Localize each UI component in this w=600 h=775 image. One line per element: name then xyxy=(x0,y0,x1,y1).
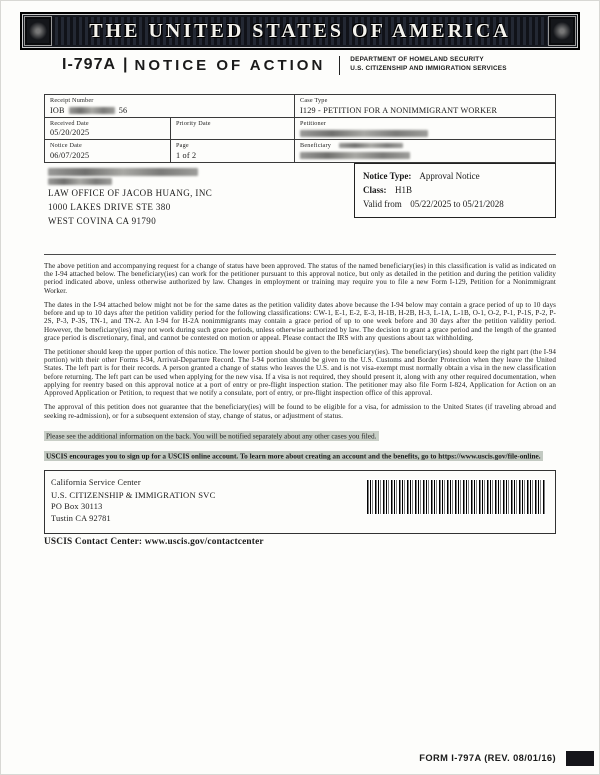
case-info-table xyxy=(44,94,556,163)
dept-line2: U.S. CITIZENSHIP AND IMMIGRATION SERVICES xyxy=(350,65,507,72)
page-cell xyxy=(171,140,295,162)
beneficiary-label xyxy=(300,142,550,149)
body-paragraph-4: The approval of this petition does not guarantee that the beneficiary(ies) will be found to be eligible for a visa, for admission to the United States (if traveling abroad and seeking re-admission), or for a subsequent extension of stay, change of status, or adjustment of status. xyxy=(44,403,556,420)
service-center-name: California Service Center xyxy=(51,477,141,487)
petitioner-value xyxy=(300,128,550,137)
service-center-city: Tustin CA 92781 xyxy=(51,514,111,524)
mailing-address-block xyxy=(48,166,318,229)
receipt-number-cell xyxy=(45,95,295,117)
receipt-number-value xyxy=(50,106,289,115)
page-value: 1 of 2 xyxy=(176,150,197,160)
back-note: Please see the additional information on the back. You will be notified separately about any other cases you filed. xyxy=(46,431,377,441)
form-header xyxy=(62,52,564,78)
case-type-value: I129 - PETITION FOR A NONIMMIGRANT WORKER xyxy=(300,105,498,115)
form-title: NOTICE OF ACTION xyxy=(134,56,326,74)
beneficiary-cell xyxy=(295,140,555,162)
redacted-recipient-line2 xyxy=(48,178,112,185)
valid-label: Valid from xyxy=(363,198,402,209)
notice-body xyxy=(44,254,556,547)
usa-banner xyxy=(20,12,580,50)
class-row xyxy=(363,184,547,198)
service-center-agency: U.S. CITIZENSHIP & IMMIGRATION SVC xyxy=(51,489,216,500)
service-center-address xyxy=(51,477,216,526)
banner-ornament-right-icon xyxy=(548,16,576,46)
validity-row xyxy=(363,198,547,212)
service-center-po-box: PO Box 30113 xyxy=(51,502,103,512)
priority-date-cell xyxy=(171,118,295,140)
body-paragraph-3: The petitioner should keep the upper portion of this notice. The lower portion should be given to the beneficiary(ies). The beneficiary(ies) should keep the right part (the I-94 portion) with their other Forms I-94, Arrival-Departure Record. The I-94 portion should be given to the U.S. Customs and Border Protection when they leave the United States. The left part is for their records. A person granted a change of status who leaves the U.S. and is not visa-exempt must normally obtain a visa in the new classification before returning. The left part can be used when applying for the new visa. If a visa is not required, they should present it, along with any other required documentation, when applying for reentry based on this approval notice at a port of entry or pre-flight inspection station. The petitioner may also file Form I-824, Application for Action on an Approved Application or Petition, to request that we notify a consulate, port of entry, or pre-flight inspection office of this approval. xyxy=(44,347,556,398)
body-paragraph-2: The dates in the I-94 attached below might not be for the same dates as the petition validity dates above because the I-94 below may contain a grace period of up to 10 days before and up to 10 days after the petition validity period for the following classifications: CW-1, E-1, E-2, E-3, H-1B, H-2B, H-3, L-1A, L-1B, O-1, O-2, P-1, P-1S, P-2, P-2S, P-3, P-3S, TN-1, and TN-2. An I-94 for H-2A nonimmigrants may contain a grace period of up to one week before and 30 days after the petition validity period. However, the beneficiary(ies) may not work during such grace periods, unless otherwise authorized by law. The decision to grant a grace period and the length of the granted grace period is discretionary, final, and cannot be contested on motion or appeal. Please contact the IRS with any questions about tax withholding. xyxy=(44,300,556,342)
table-row xyxy=(45,95,555,118)
priority-date-label: Priority Date xyxy=(176,119,211,127)
page-label: Page xyxy=(176,142,189,149)
body-paragraph-1: The above petition and accompanying request for a change of status have been approved. The status of the named beneficiary(ies) in this classification is valid as indicated on the I-94 attached below. The beneficiary(ies) can work for the petitioner pursuant to this approval notice, but only as detailed in the petition and during the petition validity period indicated above, unless otherwise authorized by law. Changes in employment or training may require you to file a new Form I-129, Petition for a Nonimmigrant Worker. xyxy=(44,262,556,295)
notice-date-label: Notice Date xyxy=(50,142,82,149)
receipt-prefix: IOB xyxy=(50,105,65,115)
notice-type-value: Approval Notice xyxy=(419,171,480,181)
redacted-receipt-middle xyxy=(69,107,115,114)
petitioner-label: Petitioner xyxy=(300,119,327,127)
scan-corner-mark xyxy=(566,751,594,766)
received-date-cell xyxy=(45,118,171,140)
table-row xyxy=(45,118,555,141)
petitioner-cell xyxy=(295,118,555,140)
header-divider: | xyxy=(123,56,128,73)
notice-type-row xyxy=(363,170,547,184)
banner-title: THE UNITED STATES OF AMERICA xyxy=(89,19,511,42)
department-block xyxy=(350,56,506,73)
online-account-note: USCIS encourages you to sign up for a USCIS online account. To learn more about creating an account and the benefits, go to https://www.uscis.gov/file-online. xyxy=(46,451,541,461)
class-label: Class: xyxy=(363,184,387,195)
receipt-suffix: 56 xyxy=(118,105,128,115)
back-note-row xyxy=(44,426,556,444)
form-id-footer: FORM I-797A (REV. 08/01/16) xyxy=(419,753,556,763)
redacted-petitioner-name xyxy=(300,130,428,137)
barcode xyxy=(367,480,545,514)
form-number: I-797A xyxy=(62,56,117,73)
notice-type-label: Notice Type: xyxy=(363,171,412,181)
case-type-cell xyxy=(295,95,555,117)
redacted-beneficiary-name xyxy=(300,152,410,159)
table-row xyxy=(45,140,555,162)
banner-ornament-left-icon xyxy=(24,16,52,46)
redacted-recipient-name xyxy=(48,168,198,176)
redacted-beneficiary-id xyxy=(339,143,403,148)
received-date-label: Received Date xyxy=(50,119,89,127)
online-account-note-row xyxy=(44,446,556,464)
case-type-label: Case Type xyxy=(300,97,328,104)
address-line-2: 1000 LAKES DRIVE STE 380 xyxy=(48,201,171,212)
dept-line1: DEPARTMENT OF HOMELAND SECURITY xyxy=(350,56,484,64)
notice-date-value: 06/07/2025 xyxy=(50,150,90,160)
beneficiary-label-text: Beneficiary xyxy=(300,142,332,149)
notice-date-cell xyxy=(45,140,171,162)
receipt-number-label: Receipt Number xyxy=(50,97,94,104)
notice-type-box xyxy=(354,163,556,218)
beneficiary-value xyxy=(300,151,550,160)
class-value: H1B xyxy=(395,184,413,195)
service-center-box xyxy=(44,470,556,535)
uscis-contact-line: USCIS Contact Center: www.uscis.gov/contactcenter xyxy=(44,537,264,548)
valid-value: 05/22/2025 to 05/21/2028 xyxy=(410,198,504,209)
address-line-1: LAW OFFICE OF JACOB HUANG, INC xyxy=(48,188,213,198)
header-rule xyxy=(339,56,340,75)
received-date-value: 05/20/2025 xyxy=(50,128,90,137)
address-line-3: WEST COVINA CA 91790 xyxy=(48,215,157,226)
